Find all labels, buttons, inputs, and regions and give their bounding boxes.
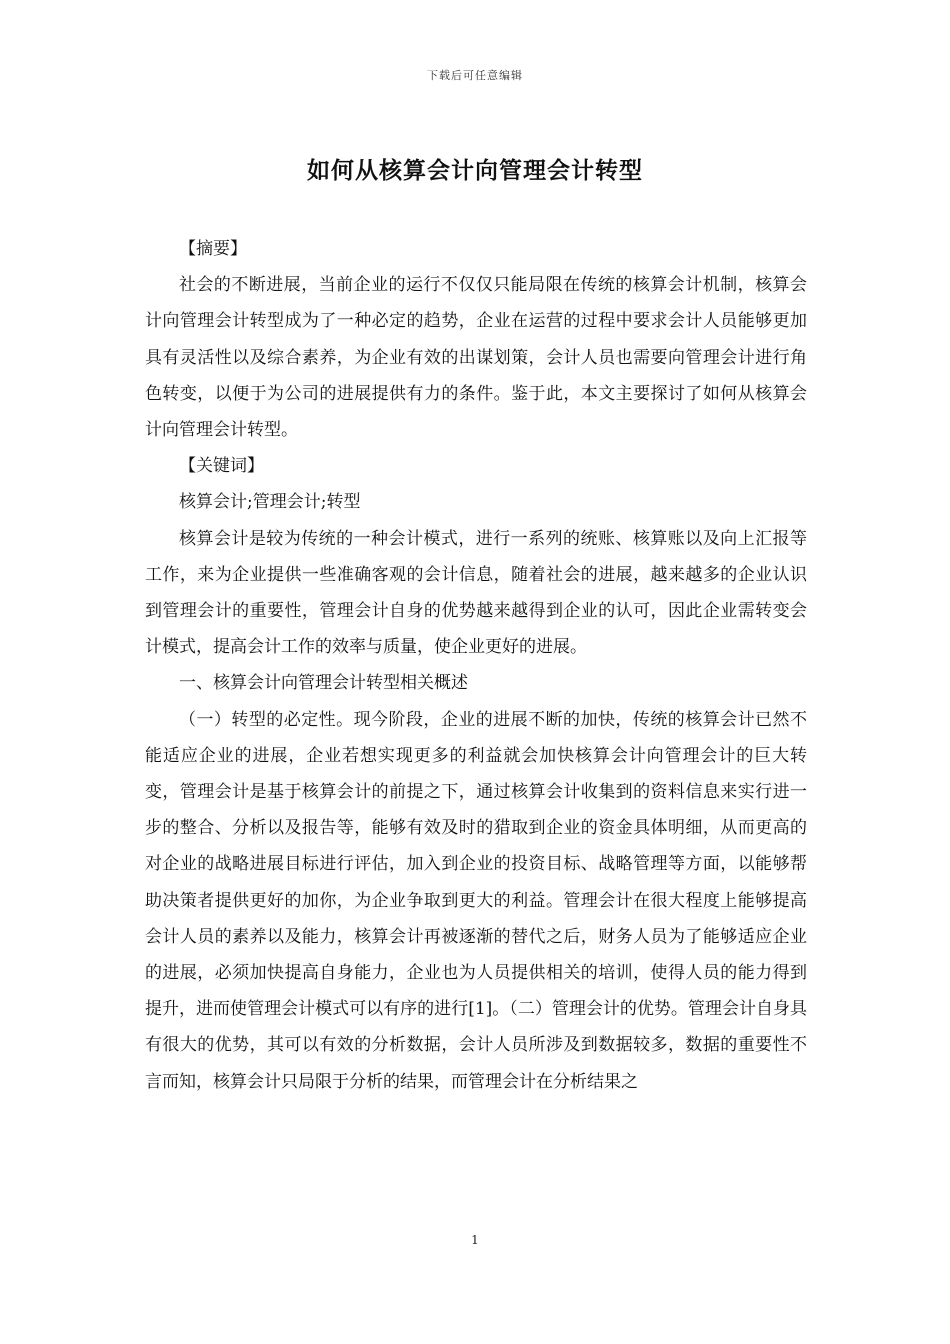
abstract-text: 社会的不断进展，当前企业的运行不仅仅只能局限在传统的核算会计机制，核算会计向管理会计转型成为了一种必定的趋势，企业在运营的过程中要求会计人员能够更加具有灵活性以及综合素养，为企业有效的出谋划策，会计人员也需要向管理会计进行角色转变，以便于为公司的进展提供有力的条件。鉴于此，本文主要探讨了如何从核算会计向管理会计转型。 (145, 275, 807, 441)
header-note: 下载后可任意编辑 (427, 69, 523, 82)
intro-paragraph: 核算会计是较为传统的一种会计模式，进行一系列的统账、核算账以及向上汇报等工作，来为企业提供一些准确客观的会计信息，随着社会的进展，越来越多的企业认识到管理会计的重要性，管理会计自身的优势越来越得到企业的认可，因此企业需转变会计模式，提高会计工作的效率与质量，使企业更好的进展。 (145, 528, 807, 658)
section-paragraph: （一）转型的必定性。现今阶段，企业的进展不断的加快，传统的核算会计已然不能适应企业的进展，企业若想实现更多的利益就会加快核算会计向管理会计的巨大转变，管理会计是基于核算会计的前提之下，通过核算会计收集到的资料信息来实行进一步的整合、分析以及报告等，能够有效及时的猎取到企业的资金具体明细，从而更高的对企业的战略进展目标进行评估，加入到企业的投资目标、战略管理等方面，以能够帮助决策者提供更好的加你，为企业争取到更大的利益。管理会计在很大程度上能够提高会计人员的素养以及能力，核算会计再被逐渐的替代之后，财务人员为了能够适应企业的进展，必须加快提高自身能力，企业也为人员提供相关的培训，使得人员的能力得到提升，进而使管理会计模式可以有序的进行[1]。（二）管理会计的优势。管理会计自身具有很大的优势，其可以有效的分析数据，会计人员所涉及到数据较多，数据的重要性不言而知，核算会计只局限于分析的结果，而管理会计在分析结果之 (145, 709, 807, 1092)
document-title: 如何从核算会计向管理会计转型 (307, 157, 643, 184)
section-heading: 一、核算会计向管理会计转型相关概述 (179, 673, 468, 694)
document-body (145, 231, 807, 1100)
keywords-text: 核算会计;管理会计;转型 (179, 492, 361, 513)
page-number: 1 (471, 1233, 479, 1247)
keywords-heading: 【关键词】 (179, 456, 264, 477)
abstract-heading: 【摘要】 (179, 239, 247, 259)
